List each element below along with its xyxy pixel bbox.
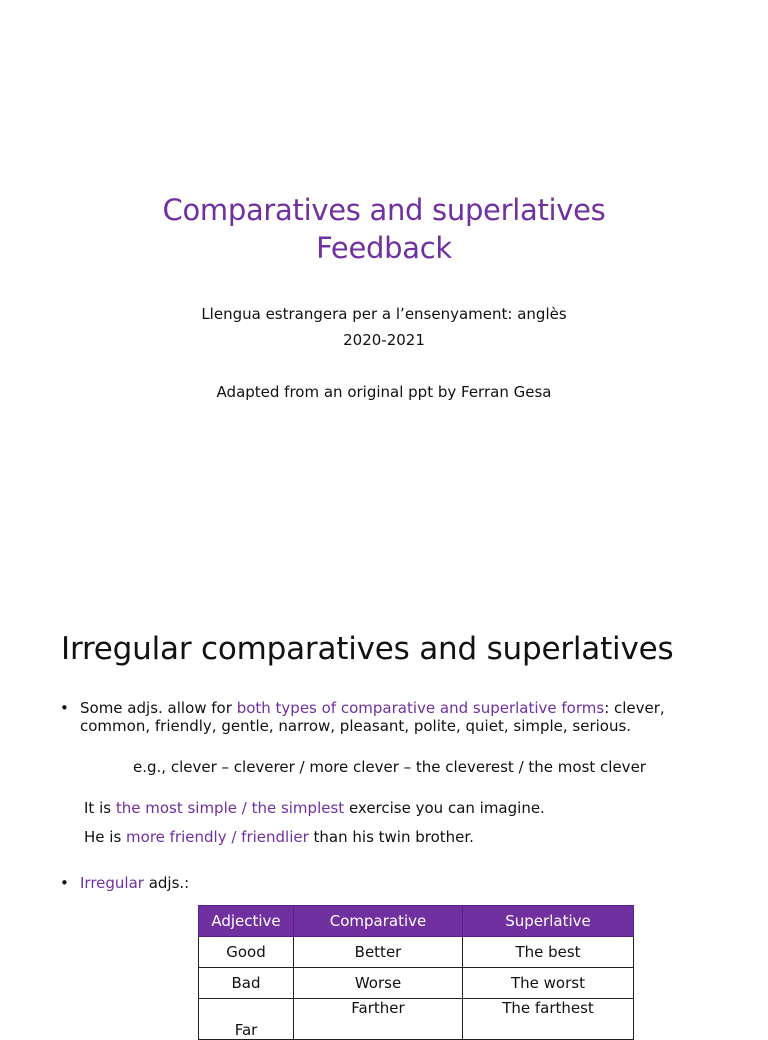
example-sentence-1 — [84, 798, 545, 818]
table-cell: Worse — [294, 968, 463, 999]
slide-title-line2: Feedback — [316, 231, 452, 265]
table-row — [199, 968, 634, 999]
header-superlative: Superlative — [463, 906, 634, 937]
header-comparative: Comparative — [294, 906, 463, 937]
table-cell: Farther — [294, 999, 463, 1040]
sentence1-post: exercise you can imagine. — [344, 799, 545, 817]
sentence2-post: than his twin brother. — [308, 828, 474, 846]
table-cell: The farthest — [463, 999, 634, 1040]
slide-title-line1: Comparatives and superlatives — [162, 193, 606, 227]
table-header-row — [199, 906, 634, 937]
example-line: e.g., clever – cleverer / more clever – the cleverest / the most clever — [133, 758, 646, 776]
course-name: Llengua estrangera per a l’ensenyament: anglès — [201, 305, 567, 323]
table-cell: The worst — [463, 968, 634, 999]
table-cell: Far — [199, 999, 294, 1040]
bullet2-highlight: Irregular — [80, 874, 144, 892]
bullet2-post: adjs.: — [143, 874, 190, 892]
bullet-icon: • — [60, 699, 69, 717]
slide-heading: Irregular comparatives and superlatives — [61, 631, 674, 667]
bullet1-highlight: both types of comparative and superlative forms — [236, 699, 605, 717]
bullet1-post: : clever, — [604, 699, 665, 717]
sentence1-highlight: the most simple / the simplest — [115, 799, 345, 817]
sentence2-pre: He is — [84, 828, 127, 846]
credit-line: Adapted from an original ppt by Ferran Gesa — [216, 383, 552, 401]
table-cell: Better — [294, 937, 463, 968]
bullet-irregular — [60, 874, 190, 892]
table-row — [199, 999, 634, 1040]
table-cell: Bad — [199, 968, 294, 999]
sentence2-highlight: more friendly / friendlier — [126, 828, 309, 846]
header-adjective: Adjective — [199, 906, 294, 937]
example-sentence-2 — [84, 827, 474, 847]
table-cell: The best — [463, 937, 634, 968]
academic-year: 2020-2021 — [343, 331, 425, 349]
table-row — [199, 937, 634, 968]
irregular-adjectives-table — [198, 905, 634, 1040]
sentence1-pre: It is — [84, 799, 116, 817]
table-cell: Good — [199, 937, 294, 968]
bullet1-line2: common, friendly, gentle, narrow, pleasant, polite, quiet, simple, serious. — [80, 717, 632, 735]
bullet1-pre: Some adjs. allow for — [80, 699, 237, 717]
bullet-both-forms — [60, 699, 707, 735]
content-slide — [0, 576, 768, 1039]
bullet-icon: • — [60, 874, 69, 892]
